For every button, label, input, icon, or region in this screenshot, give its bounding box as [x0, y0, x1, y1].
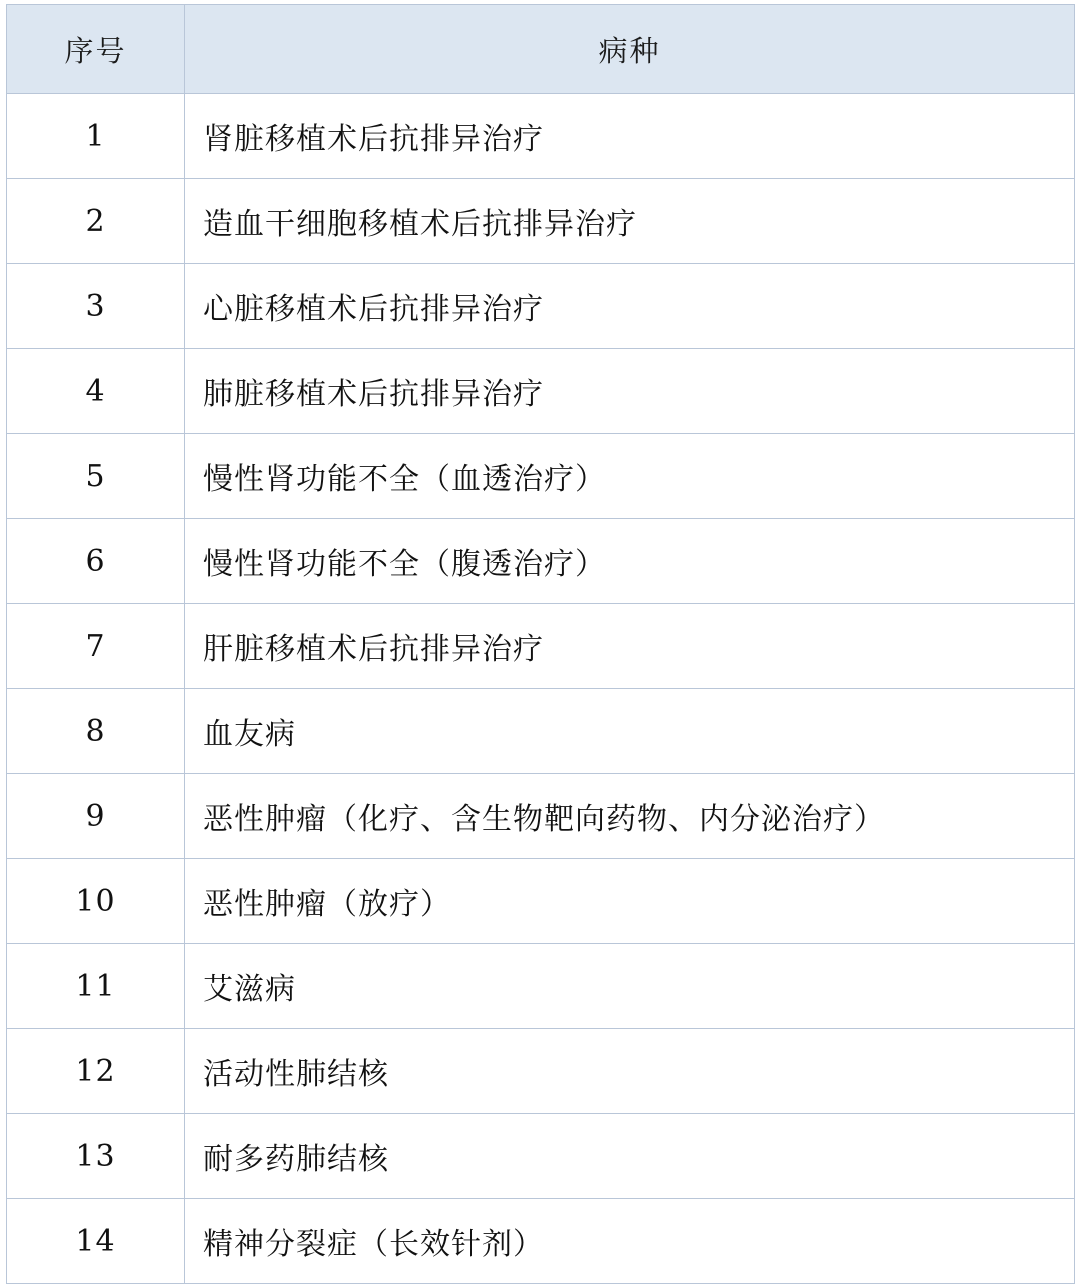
- cell-index: 10: [7, 859, 185, 944]
- cell-index: 6: [7, 519, 185, 604]
- cell-disease-name: 肺脏移植术后抗排异治疗: [185, 349, 1075, 434]
- cell-disease-name: 造血干细胞移植术后抗排异治疗: [185, 179, 1075, 264]
- cell-index: 9: [7, 774, 185, 859]
- cell-disease-name: 肾脏移植术后抗排异治疗: [185, 94, 1075, 179]
- cell-disease-name: 精神分裂症（长效针剂）: [185, 1199, 1075, 1284]
- cell-index: 3: [7, 264, 185, 349]
- table-row: [7, 944, 1075, 1029]
- cell-disease-name: 肝脏移植术后抗排异治疗: [185, 604, 1075, 689]
- cell-index: 5: [7, 434, 185, 519]
- cell-disease-name: 慢性肾功能不全（腹透治疗）: [185, 519, 1075, 604]
- cell-index: 8: [7, 689, 185, 774]
- cell-index: 2: [7, 179, 185, 264]
- table-row: [7, 1114, 1075, 1199]
- cell-index: 13: [7, 1114, 185, 1199]
- table-row: [7, 1199, 1075, 1284]
- cell-disease-name: 耐多药肺结核: [185, 1114, 1075, 1199]
- table-header-row: [7, 5, 1075, 94]
- table-row: [7, 689, 1075, 774]
- table-row: [7, 434, 1075, 519]
- cell-disease-name: 艾滋病: [185, 944, 1075, 1029]
- table-row: [7, 859, 1075, 944]
- table-header: [7, 5, 1075, 94]
- cell-index: 11: [7, 944, 185, 1029]
- cell-disease-name: 恶性肿瘤（化疗、含生物靶向药物、内分泌治疗）: [185, 774, 1075, 859]
- table-row: [7, 604, 1075, 689]
- cell-index: 4: [7, 349, 185, 434]
- cell-index: 7: [7, 604, 185, 689]
- cell-index: 14: [7, 1199, 185, 1284]
- table-body: [7, 94, 1075, 1284]
- cell-disease-name: 活动性肺结核: [185, 1029, 1075, 1114]
- cell-index: 1: [7, 94, 185, 179]
- disease-table: [6, 4, 1075, 1284]
- cell-disease-name: 恶性肿瘤（放疗）: [185, 859, 1075, 944]
- cell-index: 12: [7, 1029, 185, 1114]
- table-row: [7, 94, 1075, 179]
- table-row: [7, 519, 1075, 604]
- cell-disease-name: 慢性肾功能不全（血透治疗）: [185, 434, 1075, 519]
- table-row: [7, 264, 1075, 349]
- table-row: [7, 1029, 1075, 1114]
- cell-disease-name: 血友病: [185, 689, 1075, 774]
- table-row: [7, 349, 1075, 434]
- cell-disease-name: 心脏移植术后抗排异治疗: [185, 264, 1075, 349]
- table-row: [7, 179, 1075, 264]
- table-row: [7, 774, 1075, 859]
- column-header-name: 病种: [185, 5, 1075, 94]
- column-header-index: 序号: [7, 5, 185, 94]
